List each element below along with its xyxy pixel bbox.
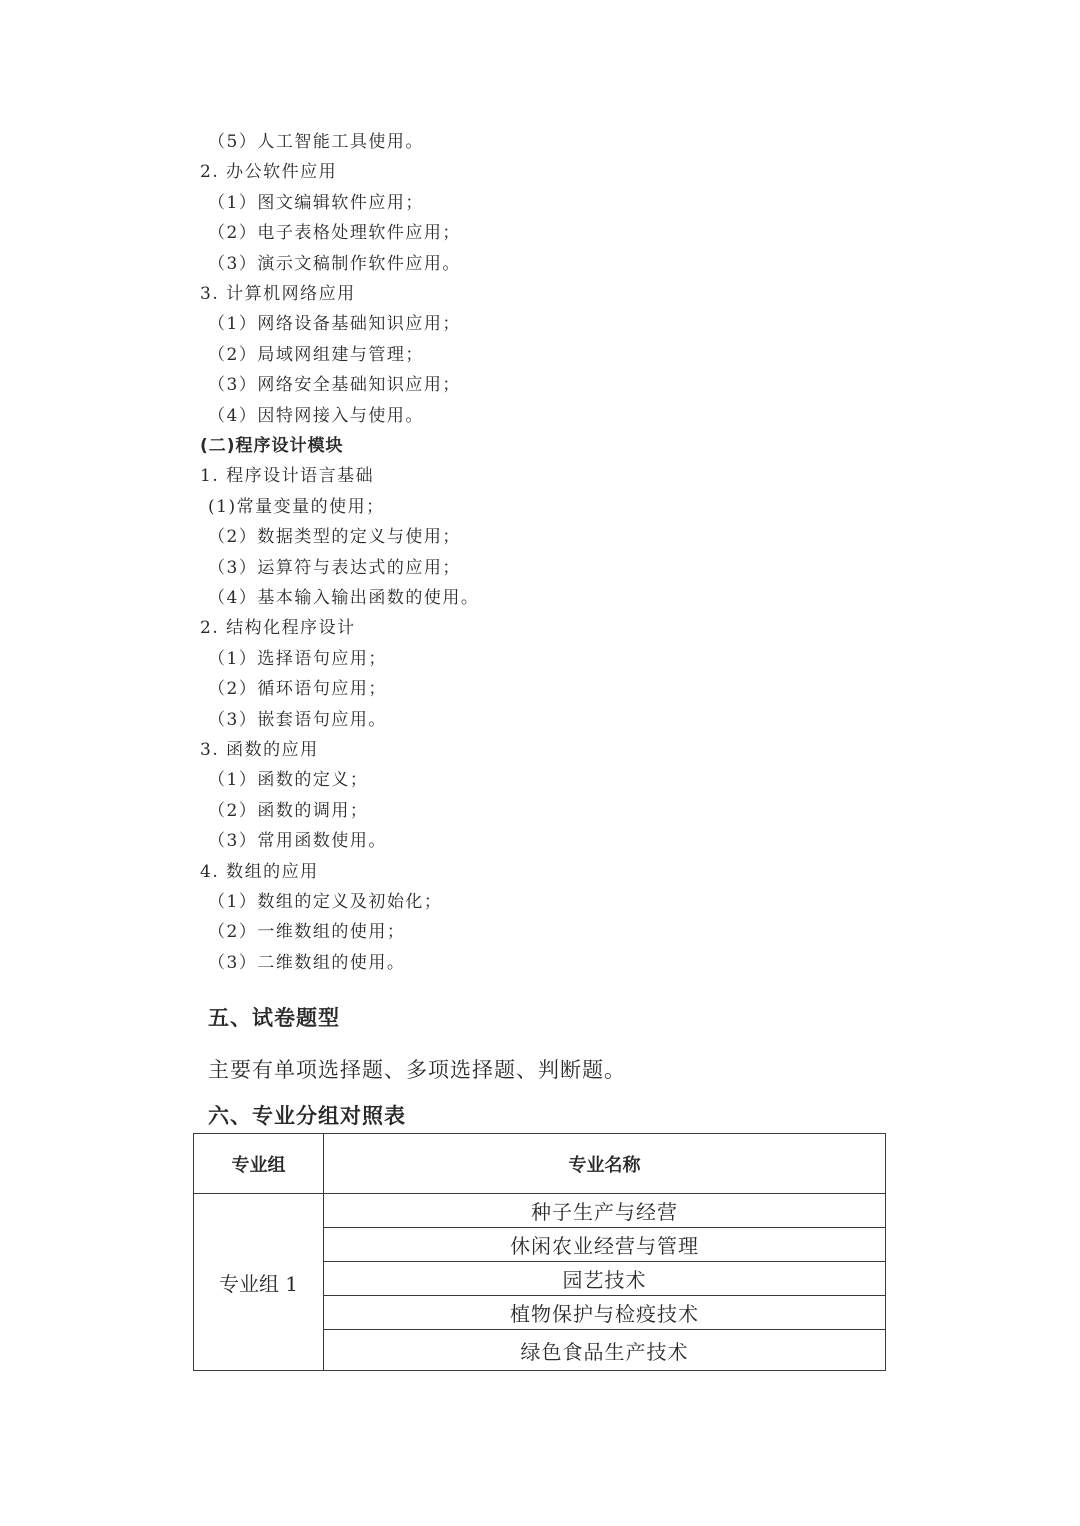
outline-item: （1）图文编辑软件应用；: [208, 192, 424, 213]
outline-item: （1）函数的定义；: [208, 770, 369, 791]
module-heading: (二)程序设计模块: [200, 436, 344, 456]
table-row: [194, 1194, 886, 1228]
outline-item: （3）二维数组的使用。: [208, 952, 406, 973]
exam-types-paragraph: 主要有单项选择题、多项选择题、判断题。: [208, 1058, 626, 1082]
major-name-cell: 植物保护与检疫技术: [324, 1296, 886, 1330]
outline-item: （1）网络设备基础知识应用；: [208, 314, 461, 335]
section-heading-group-table: 六、专业分组对照表: [208, 1104, 406, 1128]
section-heading-exam-types: 五、试卷题型: [208, 1006, 340, 1030]
table-header-group: 专业组: [194, 1134, 324, 1194]
major-name-cell: 园艺技术: [324, 1262, 886, 1296]
major-name-cell: 种子生产与经营: [324, 1194, 886, 1228]
outline-item: （1）数组的定义及初始化；: [208, 892, 443, 912]
topic-heading: 3. 计算机网络应用: [200, 284, 356, 304]
outline-item: （2）函数的调用；: [208, 800, 369, 821]
outline-item: （3）演示文稿制作软件应用。: [208, 253, 461, 274]
outline-item: （1）选择语句应用；: [208, 648, 387, 669]
major-group-table: [193, 1133, 886, 1371]
outline-item: （2）电子表格处理软件应用；: [208, 223, 461, 244]
topic-heading: 2. 办公软件应用: [200, 162, 338, 183]
topic-heading: 4. 数组的应用: [200, 861, 319, 882]
outline-item: （4）基本输入输出函数的使用。: [208, 588, 480, 608]
outline-item: （3）网络安全基础知识应用；: [208, 375, 461, 396]
outline-item: （3）运算符与表达式的应用；: [208, 557, 461, 578]
outline-item: (1)常量变量的使用；: [208, 496, 385, 517]
table-header-major: 专业名称: [324, 1134, 886, 1194]
outline-item: （2）局域网组建与管理；: [208, 344, 424, 365]
table-header-row: [194, 1134, 886, 1194]
major-name-cell: 休闲农业经营与管理: [324, 1228, 886, 1262]
group-name-cell: 专业组 1: [194, 1194, 324, 1371]
topic-heading: 2. 结构化程序设计: [200, 618, 356, 639]
major-name-cell: 绿色食品生产技术: [324, 1330, 886, 1371]
outline-item: （3）嵌套语句应用。: [208, 709, 387, 730]
outline-item: （2）数据类型的定义与使用；: [208, 527, 461, 548]
topic-heading: 3. 函数的应用: [200, 740, 319, 760]
outline-item: （5）人工智能工具使用。: [208, 132, 424, 152]
topic-heading: 1. 程序设计语言基础: [200, 466, 375, 487]
outline-item: （2）循环语句应用；: [208, 679, 387, 700]
outline-item: （2）一维数组的使用；: [208, 922, 406, 943]
outline-item: （4）因特网接入与使用。: [208, 405, 424, 426]
outline-item: （3）常用函数使用。: [208, 831, 387, 852]
